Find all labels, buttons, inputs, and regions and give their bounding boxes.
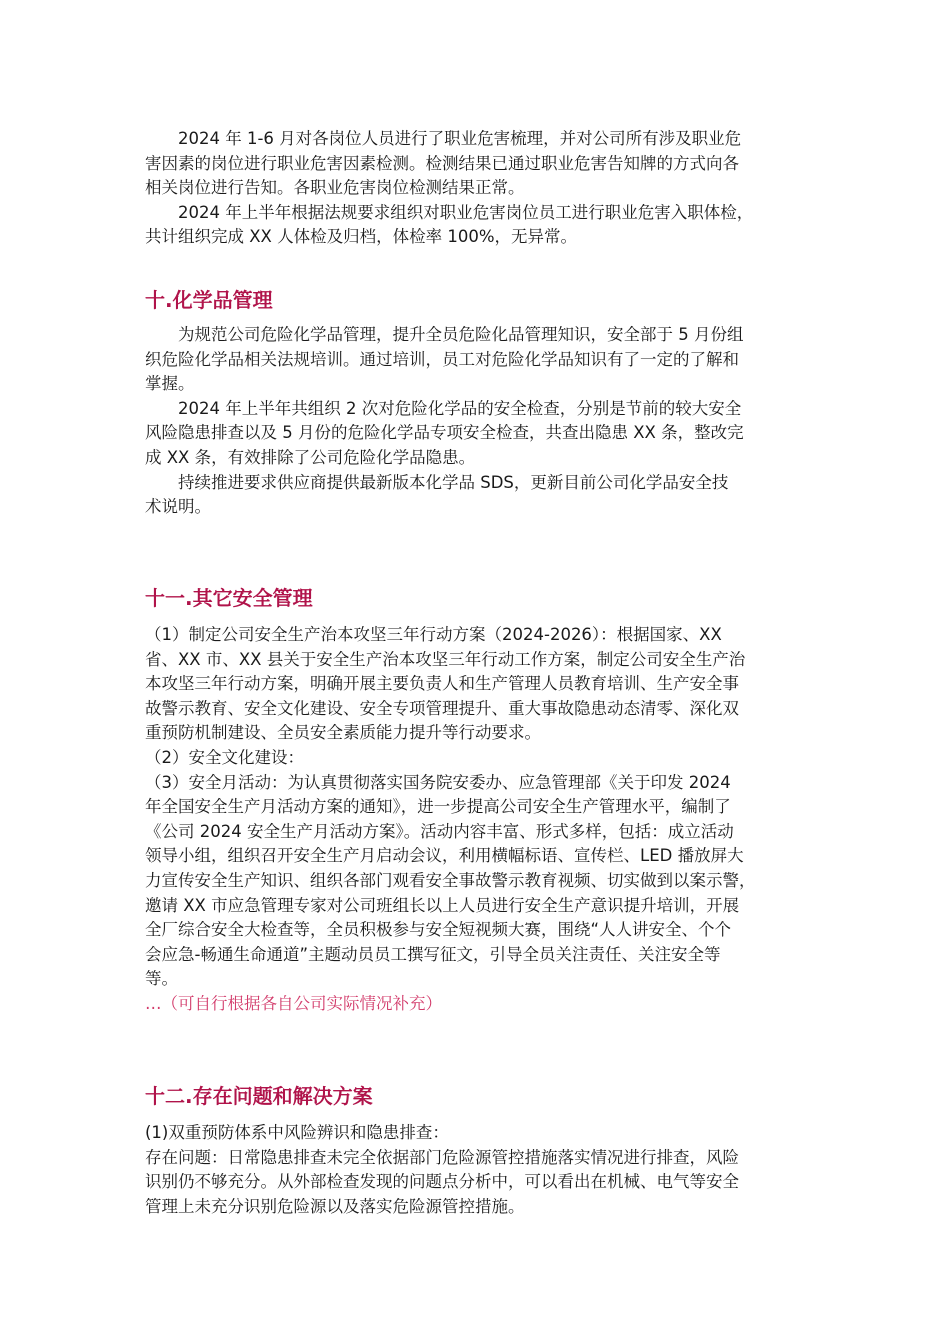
- supplement-note: …（可自行根据各自公司实际情况补充）: [145, 993, 442, 1013]
- section-10-line: 成 XX 条，有效排除了公司危险化学品隐患。: [145, 447, 476, 467]
- section-11-body: [145, 623, 810, 1017]
- section-11-line: 《公司 2024 安全生产月活动方案》。活动内容丰富、形式多样，包括：成立活动: [145, 821, 734, 841]
- section-11-line: 全厂综合安全大检查等，全员积极参与安全短视频大赛，围绕“人人讲安全、个个: [145, 920, 732, 940]
- section-10-heading: 十.化学品管理: [145, 288, 273, 312]
- section-11-line: 会应急-畅通生命通道”主题动员员工撰写征文，引导全员关注责任、关注安全等: [145, 944, 721, 964]
- section-11-line: 省、XX 市、XX 县关于安全生产治本攻坚三年行动工作方案，制定公司安全生产治: [145, 649, 746, 669]
- section-10-line: 掌握。: [145, 374, 195, 394]
- section-12-body: [145, 1121, 810, 1219]
- section-10-line: 持续推进要求供应商提供最新版本化学品 SDS，更新目前公司化学品安全技: [145, 472, 729, 492]
- intro-line: 害因素的岗位进行职业危害因素检测。检测结果已通过职业危害告知牌的方式向各: [145, 153, 739, 173]
- intro-line: 共计组织完成 XX 人体检及归档，体检率 100%，无异常。: [145, 227, 578, 247]
- section-11-line: 年全国安全生产月活动方案的通知》，进一步提高公司安全生产管理水平，编制了: [145, 797, 731, 817]
- section-11-line: （3）安全月活动：为认真贯彻落实国务院安委办、应急管理部《关于印发 2024: [145, 772, 731, 792]
- section-10-body: [145, 323, 810, 520]
- section-10-line: 风险隐患排查以及 5 月份的危险化学品专项安全检查，共查出隐患 XX 条，整改完: [145, 423, 744, 443]
- intro-paragraphs: [145, 127, 810, 250]
- intro-line: 2024 年上半年根据法规要求组织对职业危害岗位员工进行职业危害入职体检，: [145, 202, 754, 222]
- section-10-line: 织危险化学品相关法规培训。通过培训，员工对危险化学品知识有了一定的了解和: [145, 349, 739, 369]
- section-11-line: 领导小组，组织召开安全生产月启动会议，利用横幅标语、宣传栏、LED 播放屏大: [145, 846, 744, 866]
- section-12-line: 识别仍不够充分。从外部检查发现的问题点分析中，可以看出在机械、电气等安全: [145, 1172, 739, 1192]
- section-10-line: 为规范公司危险化学品管理，提升全员危险化品管理知识，安全部于 5 月份组: [145, 325, 744, 344]
- section-11-line: 故警示教育、安全文化建设、安全专项管理提升、重大事故隐患动态清零、深化双: [145, 698, 739, 718]
- section-12-line: 存在问题：日常隐患排查未完全依据部门危险源管控措施落实情况进行排查，风险: [145, 1147, 739, 1167]
- section-11-line: 等。: [145, 969, 178, 989]
- section-11-line: 力宣传安全生产知识、组织各部门观看安全事故警示教育视频、切实做到以案示警，: [145, 870, 756, 890]
- section-11-line: （1）制定公司安全生产治本攻坚三年行动方案（2024-2026）：根据国家、XX: [145, 625, 722, 644]
- section-10-line: 2024 年上半年共组织 2 次对危险化学品的安全检查，分别是节前的较大安全: [145, 398, 742, 418]
- section-12-line: (1)双重预防体系中风险辨识和隐患排查：: [145, 1123, 449, 1142]
- section-11-heading: 十一.其它安全管理: [145, 586, 313, 610]
- intro-line: 2024 年 1-6 月对各岗位人员进行了职业危害梳理，并对公司所有涉及职业危: [145, 129, 742, 148]
- section-11-line: （2）安全文化建设：: [145, 747, 304, 767]
- intro-line: 相关岗位进行告知。各职业危害岗位检测结果正常。: [145, 178, 525, 198]
- section-10-line: 术说明。: [145, 497, 211, 517]
- section-11-line: 邀请 XX 市应急管理专家对公司班组长以上人员进行安全生产意识提升培训，开展: [145, 895, 740, 915]
- section-11-line: 重预防机制建设、全员安全素质能力提升等行动要求。: [145, 723, 541, 743]
- section-12-heading: 十二.存在问题和解决方案: [145, 1084, 373, 1108]
- section-11-line: 本攻坚三年行动方案，明确开展主要负责人和生产管理人员教育培训、生产安全事: [145, 674, 739, 694]
- section-12-line: 管理上未充分识别危险源以及落实危险源管控措施。: [145, 1196, 525, 1216]
